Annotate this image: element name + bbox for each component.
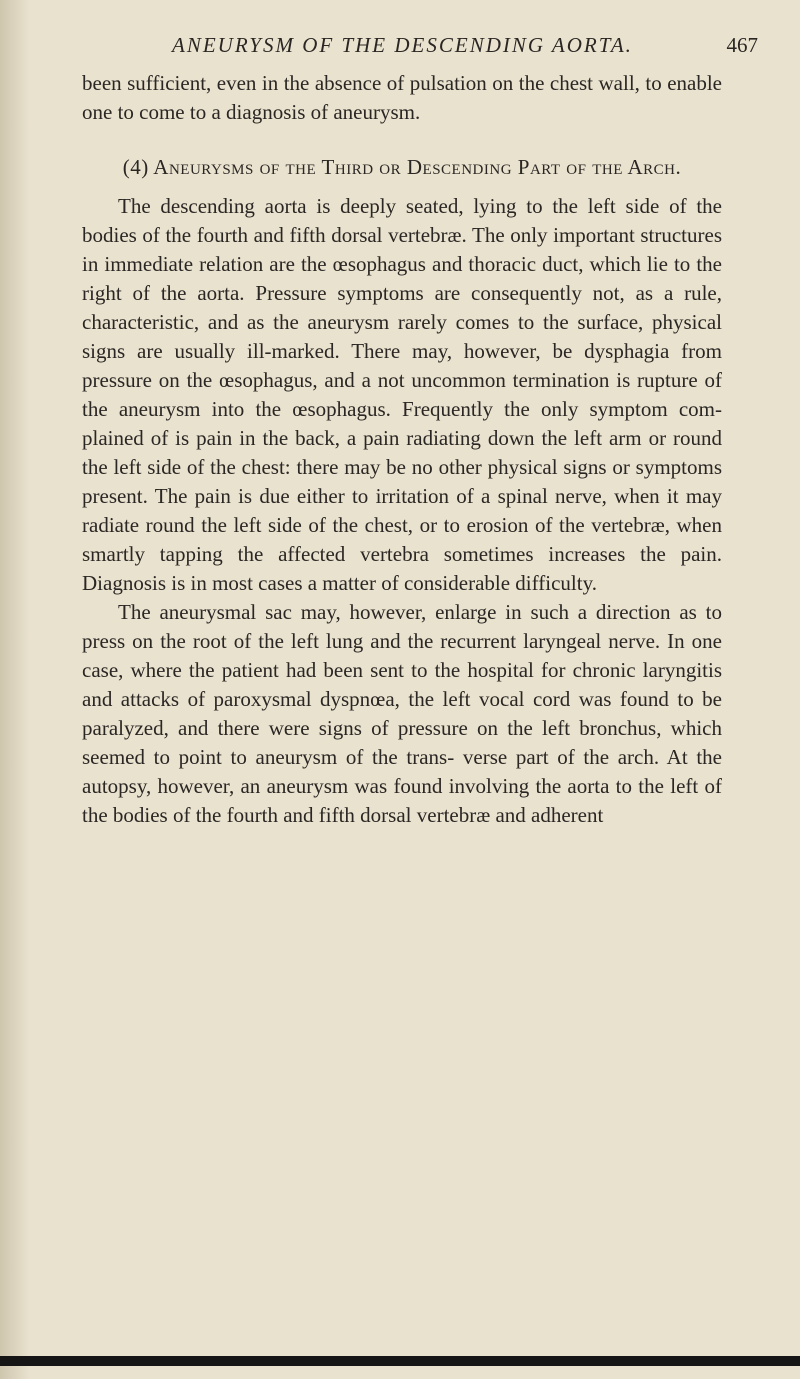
running-head: ANEURYSM OF THE DESCENDING AORTA. [172, 33, 633, 57]
bottom-edge-rule [0, 1356, 800, 1366]
paragraph-continuation: been sufficient, even in the absence of pulsation on the chest wall, to enable one to come to a diagnosis of aneurysm. [82, 71, 722, 124]
page-spine-shadow [0, 0, 30, 1379]
book-page [82, 33, 758, 830]
page-header [82, 33, 758, 69]
page-number: 467 [726, 33, 758, 57]
paragraph-descending-aorta: The descending aorta is deeply seated, lying to the left side of the bodies of the fourth and fifth dorsal vertebræ. The only important structures in immediate relation are the œsophagus and thoracic duct, which lie to the right of the aorta. Pressure symptoms are consequently not, as a rule, characteristic, and as the aneurysm rarely comes to the surface, physical signs are usually ill-marked. There may, however, be dysphagia from pressure on the œsophagus, and a not uncommon termination is rupture of the aneurysm into the œsophagus. Frequently the only symptom com- plained of is pain in the back, a pain radiating down the left arm or round the left side of the chest: there may be no other physical signs or symptoms present. The pain is due either to irritation of a spinal nerve, when it may radiate round the left side of the chest, or to erosion of the vertebræ, when smartly tapping the affected vertebra sometimes increases the pain. Diagnosis is in most cases a matter of considerable difficulty. [82, 194, 722, 595]
section-heading: (4) Aneurysms of the Third or Descending Part of the Arch. [122, 155, 682, 179]
paragraph-aneurysmal-sac: The aneurysmal sac may, however, enlarge in such a direction as to press on the root of the left lung and the recurrent laryngeal nerve. In one case, where the patient had been sent to the hospital for chronic laryngitis and attacks of paroxysmal dyspnœa, the left vocal cord was found to be paralyzed, and there were signs of pressure on the left bronchus, which seemed to point to aneurysm of the trans- verse part of the arch. At the autopsy, however, an aneurysm was found involving the aorta to the left of the bodies of the fourth and fifth dorsal vertebræ and adherent [82, 600, 722, 827]
